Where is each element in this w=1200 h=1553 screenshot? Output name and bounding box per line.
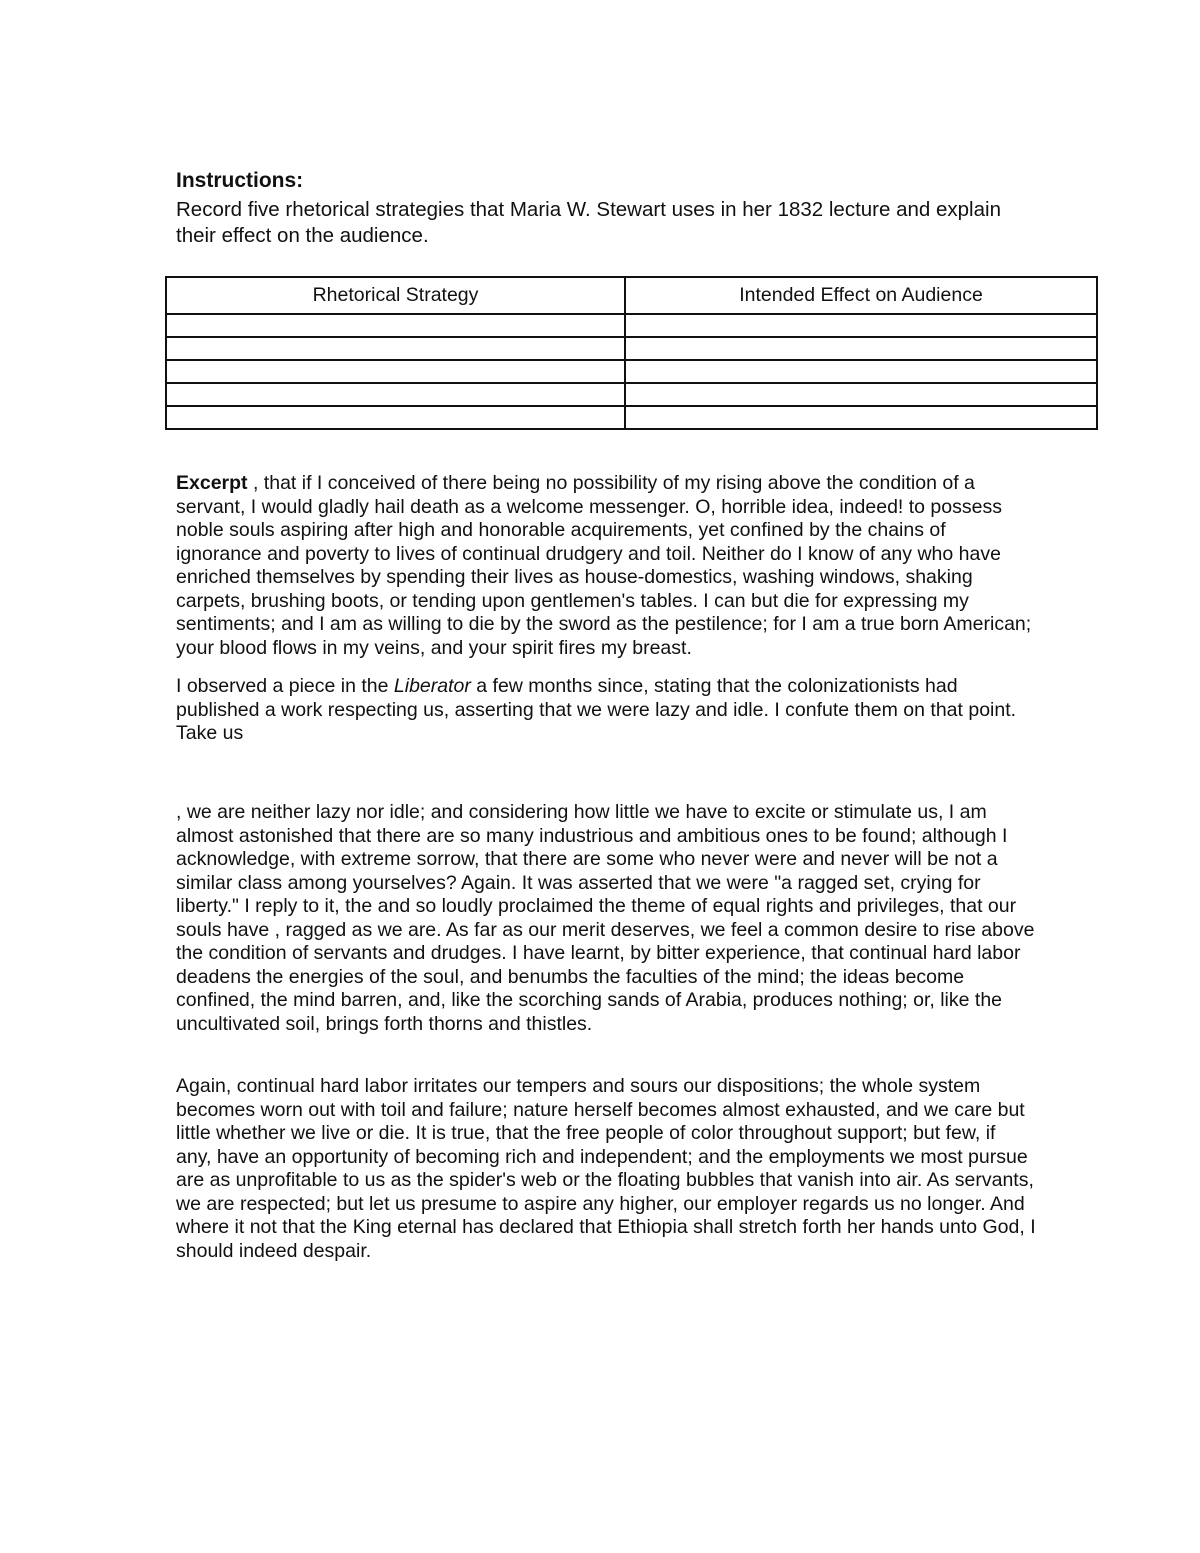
- header-rhetorical-strategy: Rhetorical Strategy: [166, 277, 625, 314]
- effect-cell[interactable]: [625, 314, 1097, 337]
- excerpt-paragraph-1-text: , that if I conceived of there being no possibility of my rising above the condition of a servant, I would gladly hail death as a welcome messenger. O, horrible idea, indeed! to possess noble souls aspiring after high and honorable acquirements, yet confined by the chains of ignorance and poverty to lives of continual drudgery and toil. Neither do I know of any who have enriched themselves by spending their lives as house-domestics, washing windows, shaking carpets, brushing boots, or tending upon gentlemen's tables. I can but die for expressing my sentiments; and I am as willing to die by the sword as the pestilence; for I am a true born American; your blood flows in my veins, and your spirit fires my breast.: [176, 472, 1032, 659]
- excerpt-paragraph-2-after: a few months since, stating that the colonizationists had published a work respecting us, asserting that we were lazy and idle. I confute them on that point. Take us: [176, 675, 1017, 744]
- strategy-cell[interactable]: [166, 406, 625, 429]
- table-row: [166, 314, 1097, 337]
- effect-cell[interactable]: [625, 383, 1097, 406]
- strategy-cell[interactable]: [166, 314, 625, 337]
- excerpt-paragraph-2-before: I observed a piece in the: [176, 675, 394, 697]
- excerpt-label: Excerpt: [176, 472, 248, 494]
- rhetorical-strategy-table: [165, 276, 1098, 430]
- header-intended-effect: Intended Effect on Audience: [625, 277, 1097, 314]
- liberator-title: Liberator: [393, 675, 471, 697]
- excerpt-paragraph-3: , we are neither lazy nor idle; and considering how little we have to excite or stimulate us, I am almost astonished that there are so many industrious and ambitious ones to be found; although I acknowledge, with extreme sorrow, that there are some who never were and never will be not a similar class among yourselves? Again. It was asserted that we were "a ragged set, crying for liberty." I reply to it, the and so loudly proclaimed the theme of equal rights and privileges, that our souls have , ragged as we are. As far as our merit deserves, we feel a common desire to rise above the condition of servants and drudges. I have learnt, by bitter experience, that continual hard labor deadens the energies of the soul, and benumbs the faculties of the mind; the ideas become confined, the mind barren, and, like the scorching sands of Arabia, produces nothing; or, like the uncultivated soil, brings forth thorns and thistles.: [176, 801, 1035, 1035]
- effect-cell[interactable]: [625, 337, 1097, 360]
- table-row: [166, 360, 1097, 383]
- strategy-cell[interactable]: [166, 383, 625, 406]
- table-row: [166, 383, 1097, 406]
- instructions-heading: Instructions:: [176, 169, 304, 192]
- instructions-text: Record five rhetorical strategies that Maria W. Stewart uses in her 1832 lecture and explain their effect on the audience.: [176, 198, 1001, 247]
- strategy-cell[interactable]: [166, 360, 625, 383]
- table-header-row: [166, 277, 1097, 314]
- strategy-cell[interactable]: [166, 337, 625, 360]
- table-row: [166, 337, 1097, 360]
- excerpt-paragraph-4: Again, continual hard labor irritates our tempers and sours our dispositions; the whole system becomes worn out with toil and failure; nature herself becomes almost exhausted, and we care but little whether we live or die. It is true, that the free people of color throughout support; but few, if any, have an opportunity of becoming rich and independent; and the employments we most pursue are as unprofitable to us as the spider's web or the floating bubbles that vanish into air. As servants, we are respected; but let us presume to aspire any higher, our employer regards us no longer. And where it not that the King eternal has declared that Ethiopia shall stretch forth her hands unto God, I should indeed despair.: [176, 1075, 1036, 1262]
- excerpt-paragraph-1: [176, 472, 1036, 660]
- excerpt-paragraph-2: [176, 675, 1036, 746]
- table-row: [166, 406, 1097, 429]
- effect-cell[interactable]: [625, 360, 1097, 383]
- effect-cell[interactable]: [625, 406, 1097, 429]
